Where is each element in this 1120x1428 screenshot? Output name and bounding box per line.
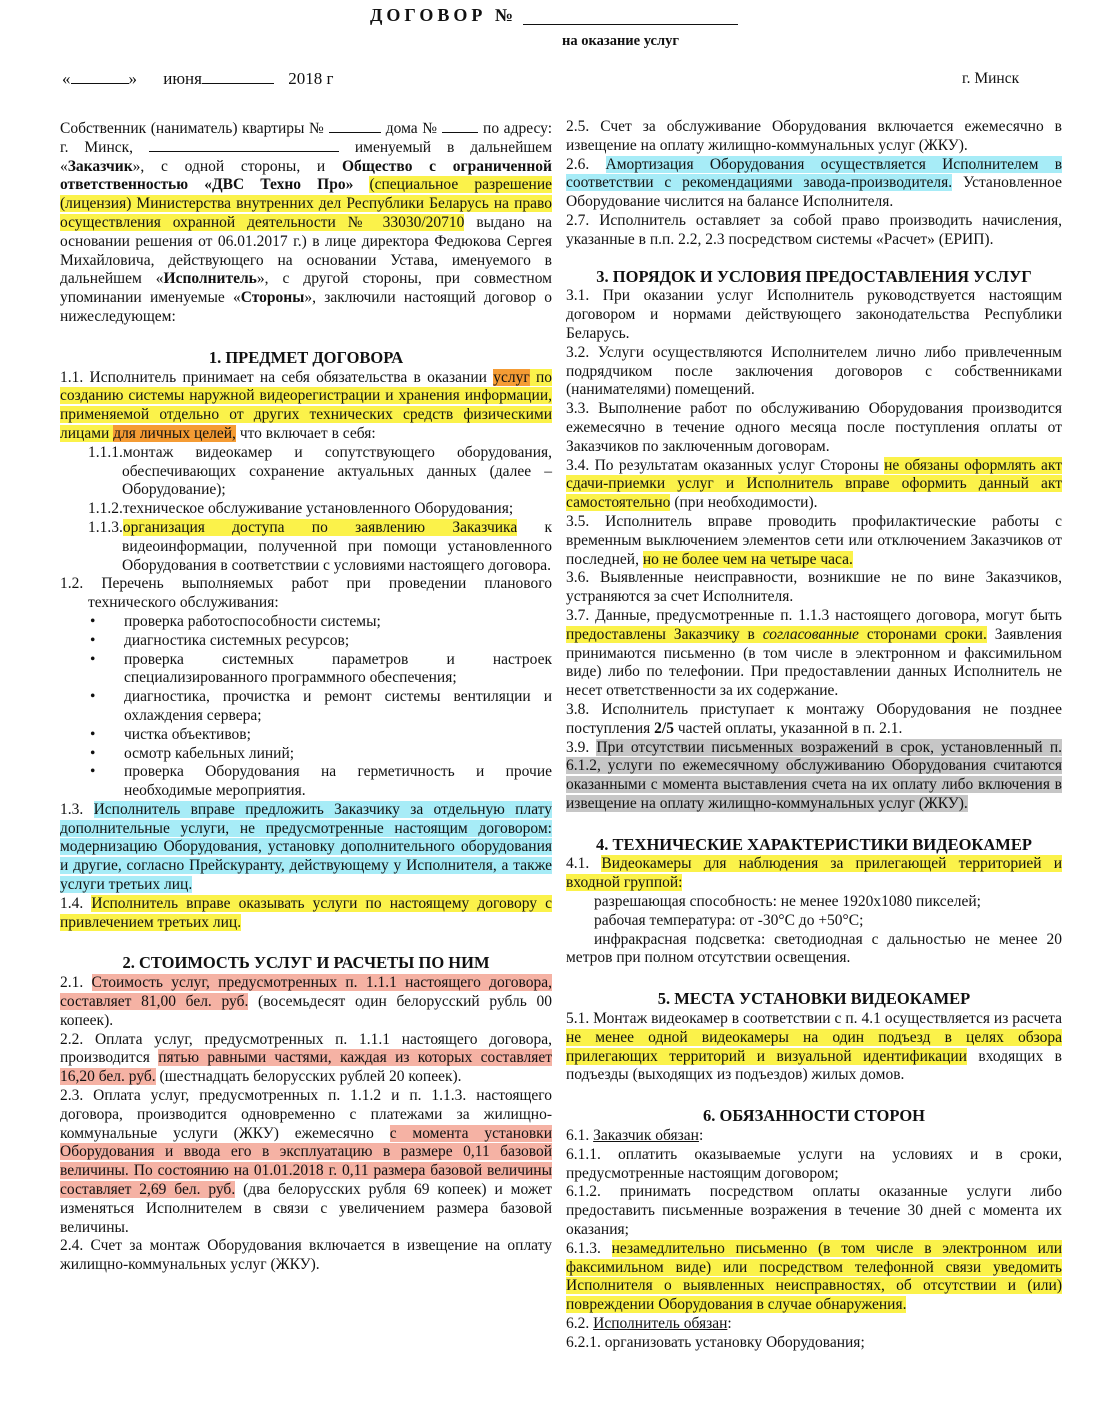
section-5-heading: 5. МЕСТА УСТАНОВКИ ВИДЕОКАМЕР — [657, 989, 971, 1009]
clause-1-1-1: 1.1.1.монтаж видеокамер и сопутствующего оборудования, обеспечивающих сохранение актуальных данных (далее – Оборудование); — [88, 443, 552, 499]
house-blank[interactable] — [442, 120, 478, 133]
clause-2-4: 2.4. Счет за монтаж Оборудования включается в извещение на оплату жилищно-коммунальных услуг (ЖКУ). — [60, 1237, 552, 1274]
license-highlight: (специальное разрешение (лицензия) Министерства внутренних дел Республики Беларусь на право осуществления охранной деятельности № 33030/20710 — [60, 176, 552, 231]
clause-5-1: 5.1. Монтаж видеокамер в соответствии с п. 4.1 осуществляется из расчета не менее одной видеокамеры на один подъезд в целях обзора прилегающих территорий и визуальной идентификации входящих в подъезды (выходящих из подъездов) жилых домов. — [566, 1010, 1062, 1084]
clause-2-5: 2.5. Счет за обслуживание Оборудования включается ежемесячно в извещение на оплату жилищно-коммунальных услуг (ЖКУ). — [566, 118, 1062, 154]
clause-1-1: 1.1. Исполнитель принимает на себя обязательства в оказании услуг по созданию системы наружной видеорегистрации и хранения информации, применяемой отдельно от других технических средств физическими лицами для личных целей, что включает в себя: — [60, 368, 552, 442]
spec-item: разрешающая способность: не менее 1920х1080 пикселей; — [594, 893, 981, 911]
clause-2-6: 2.6. Амортизация Оборудования осуществляется Исполнителем в соответствии с рекомендациями завода-производителя. Установленное Оборудование числится на балансе Исполнителя. — [566, 155, 1063, 211]
list-item: • проверка Оборудования на герметичность и прочие необходимые мероприятия. — [60, 763, 552, 801]
clause-1-1-2: 1.1.2.техническое обслуживание установленного Оборудования; — [88, 500, 514, 518]
list-item: • диагностика системных ресурсов; — [60, 632, 552, 651]
section-3-heading: 3. ПОРЯДОК И УСЛОВИЯ ПРЕДОСТАВЛЕНИЯ УСЛУГ — [596, 266, 1032, 286]
contract-date: « » июня 2018 г — [62, 69, 334, 88]
clause-1-4: 1.4. Исполнитель вправе оказывать услуги по настоящему договору с привлечением третьих лиц. — [60, 894, 553, 931]
clause-6-1-3: 6.1.3. незамедлительно письменно (в том числе в электронном или факсимильном виде) или посредством телефонной связи уведомить Исполнителя о выявленных неисправностях, об отсутствии и (или) повреждении Оборудования в случае обнаружения. — [566, 1239, 1062, 1314]
clause-1-1-3: 1.1.3.организация доступа по заявлению Заказчика к видеоинформации, полученной при помощи установленного Оборудования в соответствии с условиями настоящего договора. — [88, 518, 552, 574]
clause-2-1: 2.1. Стоимость услуг, предусмотренных п. 1.1.1 настоящего договора, составляет 81,00 бел. руб. (восемьдесят один белорусский рубль 00 копеек). — [60, 974, 552, 1029]
address-blank[interactable] — [149, 139, 339, 152]
clause-3-9: 3.9. При отсутствии письменных возражений в срок, установленный п. 6.1.2, услуги по ежемесячному обслуживанию Оборудования считаются оказанными с момента выставления счета на их оплату либо включения в извещение на оплату жилищно-коммунальных услуг (ЖКУ). — [566, 738, 1063, 812]
spec-item: рабочая температура: от -30°С до +50°С; — [594, 911, 864, 929]
list-item: • диагностика, прочистка и ремонт системы вентиляции и охлаждения сервера; — [60, 688, 552, 726]
clause-3-5: 3.5. Исполнитель вправе проводить профилактические работы с временным выключением элементов сети или отключением Заказчиков от последней, но не более чем на четыре часа. — [566, 512, 1062, 568]
clause-4-1: 4.1. Видеокамеры для наблюдения за прилегающей территорией и входной группой: — [566, 855, 1063, 892]
clause-1-2: 1.2. Перечень выполняемых работ при проведении планового технического обслуживания: — [60, 575, 552, 612]
day-blank[interactable] — [71, 71, 129, 84]
clause-2-7: 2.7. Исполнитель оставляет за собой право производить начисления, указанные в п.п. 2.2, 2.3 посредством системы «Расчет» (ЕРИП). — [566, 211, 1062, 248]
clause-2-3: 2.3. Оплата услуг, предусмотренных п. 1.1.2 и п. 1.1.3. настоящего договора, производится одновременно с платежами за жилищно-коммунальные услуги (ЖКУ) ежемесячно с момента установки Оборудования и ввода его в эксплуатацию в размере 0,11 базовой величины. По состоянию на 01.01.2018 г. 0,11 размера базовой величины составляет 2,69 бел. руб. (два белорусских рубля 69 копеек) и может изменяться Исполнителем в связи с увеличением размера базовой величины. — [60, 1087, 552, 1236]
month-blank[interactable] — [202, 71, 274, 84]
clause-3-7: 3.7. Данные, предусмотренные п. 1.1.3 настоящего договора, могут быть предоставлены Заказчику в согласованные сторонами сроки. Заявления принимаются письменно (в том числе в электронном и факсимильном виде) либо по телефонии. При предоставлении данных Исполнитель не несет ответственности за их содержание. — [566, 606, 1062, 700]
section-4-heading: 4. ТЕХНИЧЕСКИЕ ХАРАКТЕРИСТИКИ ВИДЕОКАМЕР — [596, 834, 1032, 854]
clause-6-1: 6.1. Заказчик обязан: — [566, 1127, 704, 1145]
section-1-heading: 1. ПРЕДМЕТ ДОГОВОРА — [208, 347, 404, 367]
contract-title: ДОГОВОР № — [370, 6, 738, 25]
clause-6-1-2: 6.1.2. принимать посредством оплаты оказанные услуги либо предоставить письменные возражения в течение 30 дней с момента их оказания; — [566, 1183, 1062, 1239]
clause-2-2: 2.2. Оплата услуг, предусмотренных п. 1.1.1 настоящего договора, производится пятью равными частями, каждая из которых составляет 16,20 бел. руб. (шестнадцать белорусских рублей 20 копеек). — [60, 1030, 552, 1086]
clause-6-2-1: 6.2.1. организовать установку Оборудования; — [566, 1333, 865, 1351]
preamble: Собственник (наниматель) квартиры № дома № по адресу: г. Минск, именуемый в дальнейшем «Заказчик», с одной стороны, и Общество с ограниченной ответственностью «ДВС Техно Про» (специальное разрешение (лицензия) Министерства внутренних дел Республики Беларусь на право осуществления охранной деятельности № 33030/20710 выдано на основании решения от 06.01.2017 г.) в лице директора Федюкова Сергея Михайловича, действующего на основании Устава, именуемого в дальнейшем «Исполнитель», с другой стороны, при совместном упоминании именуемые «Стороны», заключили настоящий договор о нижеследующем: — [60, 120, 553, 325]
clause-3-3: 3.3. Выполнение работ по обслуживанию Оборудования производится ежемесячно в течение одного месяца после поступления оплаты от Заказчиков по заключенным договорам. — [566, 400, 1062, 455]
spec-item: инфракрасная подсветка: светодиодная с дальностью не менее 20 метров при полном отсутствии освещения. — [566, 930, 1062, 967]
clause-3-1: 3.1. При оказании услуг Исполнитель руководствуется настоящим договором и нормами действующего законодательства Республики Беларусь. — [566, 287, 1062, 342]
list-item: • осмотр кабельных линий; — [60, 745, 552, 764]
left-column — [60, 120, 552, 1275]
right-column — [566, 118, 1062, 1353]
clause-3-8: 3.8. Исполнитель приступает к монтажу Оборудования не позднее поступления 2/5 частей оплаты, указанной в п. 2.1. — [566, 700, 1062, 737]
section-6-heading: 6. ОБЯЗАННОСТИ СТОРОН — [702, 1106, 925, 1126]
contract-subtitle: на оказание услуг — [562, 33, 679, 49]
clause-6-2: 6.2. Исполнитель обязан: — [566, 1315, 732, 1333]
clause-3-6: 3.6. Выявленные неисправности, возникшие не по вине Заказчиков, устраняются за счет Исполнителя. — [566, 569, 1062, 606]
contract-number-blank[interactable] — [523, 8, 738, 25]
list-item: • проверка системных параметров и настроек специализированного программного обеспечения; — [60, 651, 552, 689]
clause-1-3: 1.3. Исполнитель вправе предложить Заказчику за отдельную плату дополнительные услуги, не предусмотренные настоящим договором: модернизацию Оборудования, установку дополнительного оборудования и другие, согласно Прейскуранту, действующему у Исполнителя, а также услуги третьих лиц. — [60, 800, 553, 894]
clause-6-1-1: 6.1.1. оплатить оказываемые услуги на условиях и в сроки, предусмотренные настоящим договором; — [566, 1145, 1062, 1182]
section-2-heading: 2. СТОИМОСТЬ УСЛУГ И РАСЧЕТЫ ПО НИМ — [122, 953, 490, 973]
clause-3-2: 3.2. Услуги осуществляются Исполнителем лично либо привлеченным подрядчиком после заключения договоров с собственниками (нанимателями) помещений. — [566, 343, 1062, 399]
list-item: • чистка объективов; — [60, 726, 552, 745]
list-item: • проверка работоспособности системы; — [60, 613, 552, 632]
apartment-blank[interactable] — [329, 120, 381, 133]
clause-3-4: 3.4. По результатам оказанных услуг Стороны не обязаны оформлять акт сдачи-приемки услуг и Исполнитель вправе оформить данный акт самостоятельно (при необходимости). — [566, 456, 1062, 512]
contract-city: г. Минск — [962, 70, 1020, 87]
